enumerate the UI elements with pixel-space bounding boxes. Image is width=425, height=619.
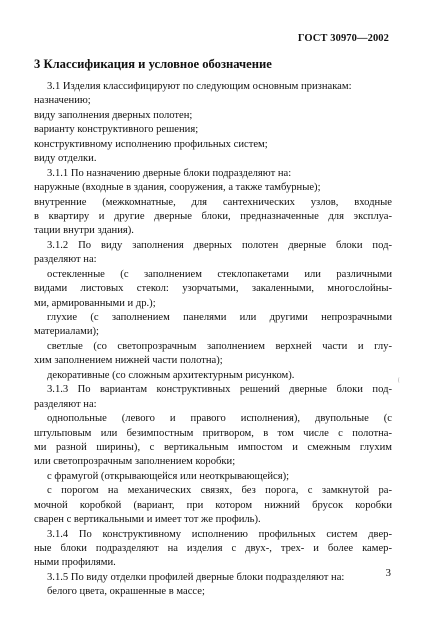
text-line: ные блоки подразделяют на изделия с двух-, трех- и более камер- [34,543,392,554]
text-line: ными профилями. [34,557,116,569]
document-body [34,80,392,600]
text-line: тации внутри здания). [34,225,134,237]
text-line: внутренние (межкомнатные, для сантехнических узлов, входные [34,196,392,208]
text-line: ми разной ширины), с вертикальным импостом и смежным глухим [34,441,392,453]
text-line: разделяют на: [34,398,97,410]
text-line: варианту конструктивного решения; [34,124,199,136]
text-line: видами листовых стекол: узорчатыми, закаленными, многослойны- [34,283,392,295]
text-line: 3.1.5 По виду отделки профилей дверные блоки подразделяют на: [47,571,345,583]
scan-artifact [398,377,401,383]
text-line: разделяют на: [34,254,97,266]
text-line: сварен с вертикальными и имеет тот же профиль). [34,514,261,526]
text-line: 3.1 Изделия классифицируют по следующим основным признакам: [47,81,352,92]
text-line: штульповым или безимпостным притвором, в том числе с полотна- [34,427,392,439]
text-line: светлые (со светопрозрачным заполнением верхней части и глу- [47,340,392,352]
text-line: с фрамугой (открывающейся или неоткрывающейся); [47,470,290,482]
text-line: белого цвета, окрашенные в массе; [47,586,205,598]
text-line: 3.1.2 По виду заполнения дверных полотен дверные блоки под- [47,239,392,251]
document-code: ГОСТ 30970—2002 [297,33,389,44]
page-number: 3 [385,567,391,579]
text-line: в квартиру и другие дверные блоки, предназначенные для эксплуа- [34,210,392,222]
text-line: или светопрозрачным заполнением коробки; [34,456,236,468]
text-line: хим заполнением нижней части полотна); [34,355,223,367]
text-line: виду заполнения дверных полотен; [34,109,193,121]
text-line: однопольные (левого и правого исполнения), двупольные (с [47,413,392,425]
section-title: 3 Классификация и условное обозначение [34,57,272,71]
text-line: 3.1.1 По назначению дверные блоки подразделяют на: [47,167,292,179]
text-line: остекленные (с заполнением стеклопакетами или различными [47,268,392,280]
text-line: декоративные (со сложным архитектурным рисунком). [47,369,295,381]
text-line: ми, армированными и др.); [34,297,156,309]
text-line: с порогом на механических связях, без порога, с замкнутой ра- [47,485,392,497]
text-line: 3.1.4 По конструктивному исполнению профильных систем двер- [47,528,392,540]
text-line: глухие (с заполнением панелями или другими непрозрачными [47,312,392,323]
text-line: конструктивному исполнению профильных систем; [34,138,268,150]
text-line: 3.1.3 По вариантам конструктивных решений дверные блоки под- [47,384,392,396]
text-line: назначению; [34,95,91,107]
text-line: виду отделки. [34,153,97,165]
text-line: материалами); [34,326,99,338]
text-line: наружные (входные в здания, сооружения, а также тамбурные); [34,182,321,194]
text-line: мочной коробкой (вариант, при котором нижний брусок коробки [34,499,392,511]
